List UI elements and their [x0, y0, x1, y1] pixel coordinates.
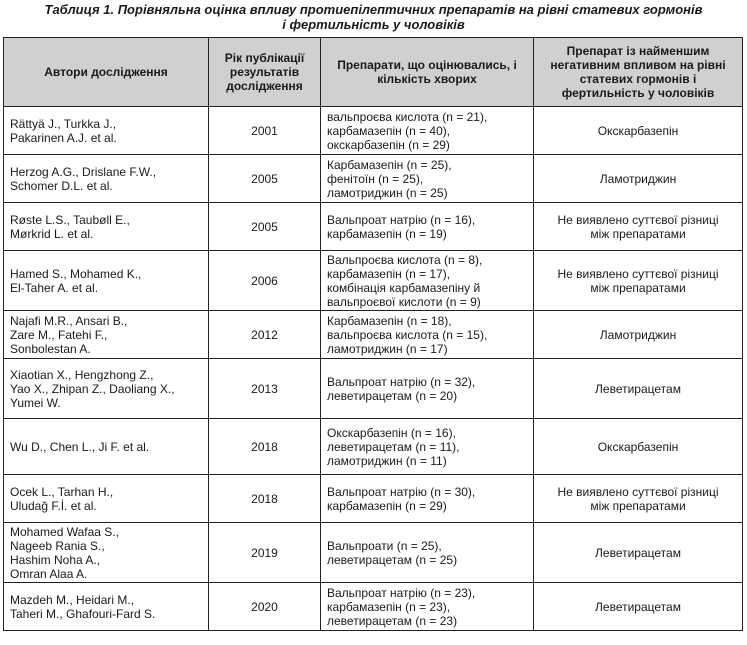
authors-cell	[4, 107, 209, 155]
result-cell-line: Окскарбазепін	[597, 123, 679, 138]
drugs-cell	[321, 155, 534, 203]
result-cell-line: Не виявлено суттєвої різниці	[557, 266, 719, 281]
result-cell	[534, 583, 743, 631]
drugs-cell-line: вальпроєвої кислоти (n = 9)	[327, 294, 481, 309]
drugs-cell-line: ламотриджин (n = 25)	[327, 185, 448, 200]
year-cell-line: 2005	[251, 219, 278, 234]
authors-cell	[4, 359, 209, 419]
drugs-cell-line: леветирацетам (n = 11),	[327, 439, 460, 454]
table-row	[4, 523, 743, 583]
result-cell-line: Леветирацетам	[595, 599, 681, 614]
drugs-cell-line: Окскарбазепін (n = 16),	[327, 425, 456, 440]
table-row	[4, 203, 743, 251]
caption-line-1: Таблиця 1. Порівняльна оцінка впливу протиепілептичних препаратів на рівні статевих гормонів	[44, 2, 703, 17]
authors-cell	[4, 419, 209, 475]
year-cell-line: 2019	[251, 545, 278, 560]
year-cell-line: 2013	[251, 381, 278, 396]
drugs-cell-line: Карбамазепін (n = 25),	[327, 157, 452, 172]
drugs-cell-line: окскарбазепін (n = 29)	[327, 137, 450, 152]
result-cell-line: Не виявлено суттєвої різниці	[557, 484, 719, 499]
drugs-cell-line: леветирацетам (n = 25)	[327, 552, 458, 567]
authors-cell	[4, 251, 209, 311]
authors-cell-line: Pakarinen A.J. et al.	[10, 130, 117, 145]
caption-line-2: і фертильність у чоловіків	[282, 17, 465, 32]
result-cell-line: Ламотриджин	[599, 327, 677, 342]
drugs-cell	[321, 475, 534, 523]
result-cell-line: Окскарбазепін	[597, 439, 679, 454]
year-cell	[209, 203, 321, 251]
authors-cell-line: Najafi M.R., Ansari B.,	[10, 313, 128, 328]
drugs-cell-line: леветирацетам (n = 20)	[327, 388, 458, 403]
header-year: Рік публікації результатів дослідження	[209, 38, 321, 107]
table-row	[4, 359, 743, 419]
drugs-cell	[321, 523, 534, 583]
comparison-table	[3, 37, 743, 631]
result-cell-line: між препаратами	[590, 280, 686, 295]
authors-cell-line: Rättyä J., Turkka J.,	[10, 116, 117, 131]
authors-cell-line: Taheri M., Ghafouri-Fard S.	[10, 606, 156, 621]
result-cell	[534, 359, 743, 419]
drugs-cell-line: вальпроєва кислота (n = 15),	[327, 327, 488, 342]
year-cell	[209, 107, 321, 155]
authors-cell	[4, 311, 209, 359]
authors-cell	[4, 583, 209, 631]
year-cell	[209, 251, 321, 311]
result-cell-line: між препаратами	[590, 226, 686, 241]
drugs-cell	[321, 359, 534, 419]
year-cell	[209, 359, 321, 419]
authors-cell-line: Uludağ F.İ. et al.	[10, 498, 97, 513]
authors-cell-line: Hamed S., Mohamed K.,	[10, 266, 142, 281]
year-cell-line: 2012	[251, 327, 278, 342]
result-cell-line: Не виявлено суттєвої різниці	[557, 212, 719, 227]
result-cell	[534, 155, 743, 203]
year-cell-line: 2006	[251, 273, 278, 288]
authors-cell-line: Sonbolestan A.	[10, 341, 91, 356]
table-row	[4, 155, 743, 203]
header-result: Препарат із найменшим негативним впливом на рівні статевих гормонів і фертильність у чоловіків	[534, 38, 743, 107]
table-row	[4, 311, 743, 359]
header-drugs: Препарати, що оцінювались, і кількість хворих	[321, 38, 534, 107]
result-cell	[534, 203, 743, 251]
result-cell-line: між препаратами	[590, 498, 686, 513]
authors-cell-line: Yao X., Zhipan Z., Daoliang X.,	[10, 381, 175, 396]
result-cell	[534, 311, 743, 359]
header-row	[4, 38, 743, 107]
authors-cell-line: Schomer D.L. et al.	[10, 178, 113, 193]
drugs-cell-line: ламотриджин (n = 17)	[327, 341, 448, 356]
result-cell	[534, 475, 743, 523]
table-row	[4, 475, 743, 523]
drugs-cell-line: карбамазепін (n = 40),	[327, 123, 451, 138]
year-cell	[209, 419, 321, 475]
drugs-cell-line: Вальпроєва кислота (n = 8),	[327, 252, 483, 267]
drugs-cell-line: Вальпроат натрію (n = 30),	[327, 484, 476, 499]
year-cell-line: 2001	[251, 123, 278, 138]
authors-cell-line: Herzog A.G., Drislane F.W.,	[10, 164, 157, 179]
drugs-cell	[321, 419, 534, 475]
drugs-cell-line: вальпроєва кислота (n = 21),	[327, 109, 488, 124]
drugs-cell-line: ламотриджин (n = 11)	[327, 453, 447, 468]
table-row	[4, 419, 743, 475]
drugs-cell	[321, 583, 534, 631]
drugs-cell-line: карбамазепін (n = 29)	[327, 498, 447, 513]
year-cell	[209, 583, 321, 631]
year-cell	[209, 475, 321, 523]
authors-cell-line: Xiaotian X., Hengzhong Z.,	[10, 367, 154, 382]
authors-cell	[4, 523, 209, 583]
drugs-cell-line: Вальпроат натрію (n = 32),	[327, 374, 476, 389]
authors-cell	[4, 475, 209, 523]
result-cell-line: Леветирацетам	[595, 545, 681, 560]
year-cell-line: 2020	[251, 599, 278, 614]
authors-cell-line: Hashim Noha A.,	[10, 552, 101, 567]
drugs-cell	[321, 107, 534, 155]
table-row	[4, 583, 743, 631]
drugs-cell-line: комбінація карбамазепіну й	[327, 280, 481, 295]
authors-cell	[4, 155, 209, 203]
drugs-cell-line: карбамазепін (n = 23),	[327, 599, 451, 614]
drugs-cell-line: леветирацетам (n = 23)	[327, 613, 458, 628]
authors-cell-line: Omran Alaa A.	[10, 566, 88, 581]
drugs-cell-line: Карбамазепін (n = 18),	[327, 313, 452, 328]
drugs-cell-line: Вальпроат натрію (n = 23),	[327, 585, 476, 600]
table-body	[4, 107, 743, 631]
table-row	[4, 251, 743, 311]
drugs-cell-line: карбамазепін (n = 17),	[327, 266, 451, 281]
drugs-cell	[321, 251, 534, 311]
authors-cell-line: El-Taher A. et al.	[10, 280, 99, 295]
drugs-cell	[321, 311, 534, 359]
result-cell	[534, 107, 743, 155]
table-row	[4, 107, 743, 155]
year-cell	[209, 523, 321, 583]
drugs-cell-line: карбамазепін (n = 19)	[327, 226, 447, 241]
authors-cell-line: Mørkrid L. et al.	[10, 226, 94, 241]
result-cell	[534, 419, 743, 475]
result-cell	[534, 251, 743, 311]
authors-cell	[4, 203, 209, 251]
year-cell	[209, 311, 321, 359]
drugs-cell-line: Вальпроати (n = 25),	[327, 538, 442, 553]
result-cell	[534, 523, 743, 583]
drugs-cell	[321, 203, 534, 251]
year-cell	[209, 155, 321, 203]
drugs-cell-line: фенітоїн (n = 25),	[327, 171, 424, 186]
header-authors: Автори дослідження	[4, 38, 209, 107]
table-caption	[0, 0, 747, 34]
authors-cell-line: Nageeb Rania S.,	[10, 538, 105, 553]
result-cell-line: Леветирацетам	[595, 381, 681, 396]
year-cell-line: 2018	[251, 491, 278, 506]
year-cell-line: 2018	[251, 439, 278, 454]
authors-cell-line: Mohamed Wafaa S.,	[10, 524, 119, 539]
authors-cell-line: Yumei W.	[10, 395, 61, 410]
authors-cell-line: Wu D., Chen L., Ji F. et al.	[10, 439, 150, 454]
authors-cell-line: Mazdeh M., Heidari M.,	[10, 592, 135, 607]
result-cell-line: Ламотриджин	[599, 171, 677, 186]
authors-cell-line: Røste L.S., Taubøll E.,	[10, 212, 130, 227]
authors-cell-line: Zare M., Fatehi F.,	[10, 327, 108, 342]
year-cell-line: 2005	[251, 171, 278, 186]
drugs-cell-line: Вальпроат натрію (n = 16),	[327, 212, 476, 227]
authors-cell-line: Ocek L., Tarhan H.,	[10, 484, 114, 499]
